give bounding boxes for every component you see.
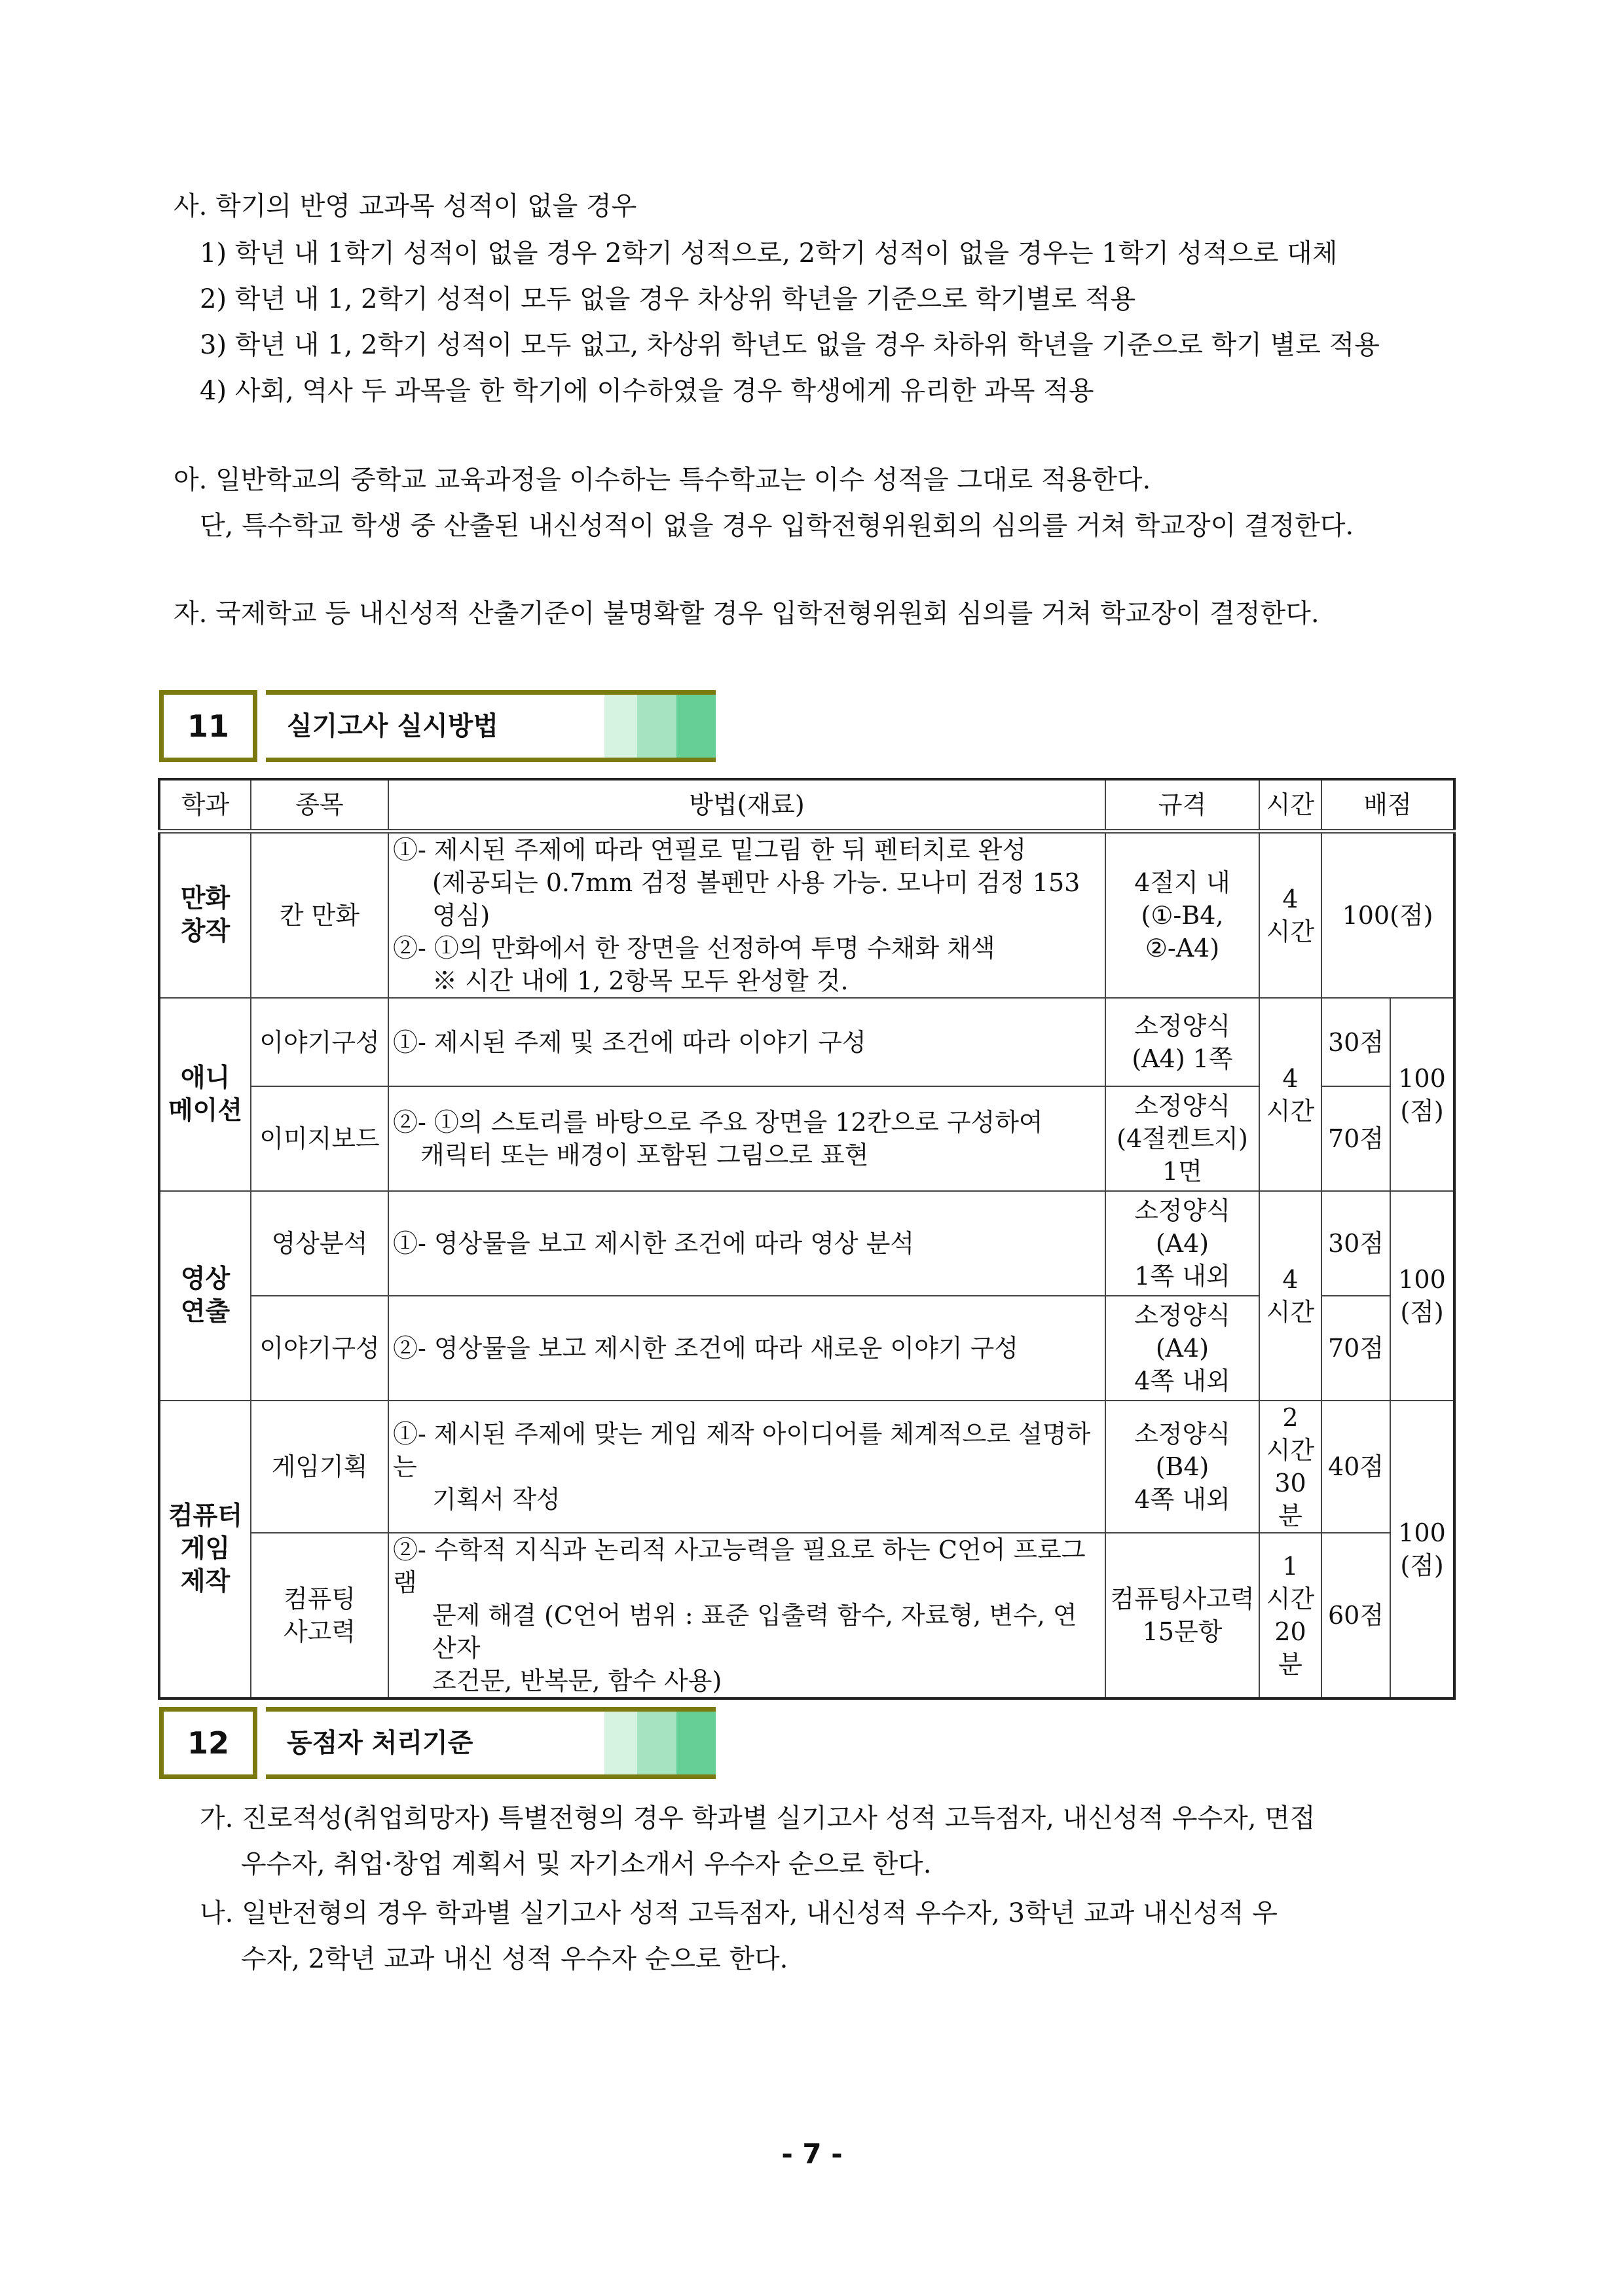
section-ja-line: 자. 국제학교 등 내신성적 산출기준이 불명확할 경우 입학전형위원회 심의를 거쳐 학교장이 결정한다. [174, 598, 1320, 629]
section-11-number: 11 [159, 690, 257, 762]
table-row [159, 1191, 1454, 1296]
method-anim-board: ②- ①의 스토리를 바탕으로 주요 장면을 12칸으로 구성하여 캐릭터 또는 배경이 포함된 그림으로 표현 [388, 1086, 1105, 1191]
score-anim-board: 70점 [1321, 1086, 1390, 1191]
heading-rule-bottom [266, 758, 716, 762]
section-12-number: 12 [159, 1707, 257, 1779]
time-video: 4 시간 [1259, 1191, 1321, 1401]
score-cartoon: 100(점) [1321, 832, 1454, 999]
heading-accent-mid [637, 1712, 676, 1774]
method-cartoon: ①- 제시된 주제에 따라 연필로 밑그림 한 뒤 펜터치로 완성 (제공되는 0.7mm 검정 볼펜만 사용 가능. 모나미 검정 153영심) ②- ①의 만화에서 한 장면을 선정하여 투명 수채화 채색 ※ 시간 내에 1, 2항목 모두 완성할 것. [388, 832, 1105, 999]
item-game-planning: 게임기획 [251, 1401, 388, 1533]
table-row [159, 998, 1454, 1086]
spec-cartoon: 4절지 내 (①-B4, ②-A4) [1105, 832, 1259, 999]
time-game-planning: 2 시간 30분 [1259, 1401, 1321, 1533]
total-game: 100 (점) [1390, 1401, 1454, 1698]
heading-accent-mid [637, 695, 676, 758]
method-video-story: ②- 영상물을 보고 제시한 조건에 따라 새로운 이야기 구성 [388, 1296, 1105, 1401]
total-animation: 100 (점) [1390, 998, 1454, 1191]
practical-exam-table [158, 778, 1456, 1700]
dept-animation: 애니 메이션 [159, 998, 251, 1191]
table-row [159, 1401, 1454, 1533]
section-sa-title: 사. 학기의 반영 교과목 성적이 없을 경우 [174, 191, 637, 221]
score-video-story: 70점 [1321, 1296, 1390, 1401]
spec-anim-story: 소정양식 (A4) 1쪽 [1105, 998, 1259, 1086]
item-anim-story: 이야기구성 [251, 998, 388, 1086]
spec-game-planning: 소정양식 (B4) 4쪽 내외 [1105, 1401, 1259, 1533]
section-11-heading [159, 690, 716, 762]
dept-video: 영상 연출 [159, 1191, 251, 1401]
total-video: 100 (점) [1390, 1191, 1454, 1401]
header-dept: 학과 [159, 779, 251, 832]
tie-ga-line1: 가. 진로적성(취업희망자) 특별전형의 경우 학과별 실기고사 성적 고득점자, 내신성적 우수자, 면접 [200, 1803, 1316, 1833]
section-12-heading [159, 1707, 716, 1779]
header-spec: 규격 [1105, 779, 1259, 832]
header-score: 배점 [1321, 779, 1454, 832]
heading-rule-top [266, 1707, 716, 1712]
sa-item-2: 2) 학년 내 1, 2학기 성적이 모두 없을 경우 차상위 학년을 기준으로 학기별로 적용 [200, 284, 1136, 314]
method-anim-story: ①- 제시된 주제 및 조건에 따라 이야기 구성 [388, 998, 1105, 1086]
score-anim-story: 30점 [1321, 998, 1390, 1086]
spec-video-analysis: 소정양식 (A4) 1쪽 내외 [1105, 1191, 1259, 1296]
table-row [159, 832, 1454, 999]
page-number: - 7 - [781, 2138, 843, 2170]
time-animation: 4 시간 [1259, 998, 1321, 1191]
time-cartoon: 4 시간 [1259, 832, 1321, 999]
tie-ga-line2: 우수자, 취업·창업 계획서 및 자기소개서 우수자 순으로 한다. [241, 1849, 932, 1879]
method-video-analysis: ①- 영상물을 보고 제시한 조건에 따라 영상 분석 [388, 1191, 1105, 1296]
header-item: 종목 [251, 779, 388, 832]
header-time: 시간 [1259, 779, 1321, 832]
tie-na-line1: 나. 일반전형의 경우 학과별 실기고사 성적 고득점자, 내신성적 우수자, 3학년 교과 내신성적 우 [200, 1898, 1278, 1928]
heading-rule-top [266, 690, 716, 695]
spec-anim-board: 소정양식 (4절켄트지) 1면 [1105, 1086, 1259, 1191]
spec-video-story: 소정양식 (A4) 4쪽 내외 [1105, 1296, 1259, 1401]
tie-na-line2: 수자, 2학년 교과 내신 성적 우수자 순으로 한다. [241, 1944, 788, 1974]
method-game-planning: ①- 제시된 주제에 맞는 게임 제작 아이디어를 체계적으로 설명하는 기획서 작성 [388, 1401, 1105, 1533]
sa-item-4: 4) 사회, 역사 두 과목을 한 학기에 이수하였을 경우 학생에게 유리한 과목 적용 [200, 376, 1094, 406]
dept-game: 컴퓨터 게임 제작 [159, 1401, 251, 1698]
time-computing: 1 시간 20분 [1259, 1533, 1321, 1698]
sa-item-1: 1) 학년 내 1학기 성적이 없을 경우 2학기 성적으로, 2학기 성적이 없을 경우는 1학기 성적으로 대체 [200, 238, 1338, 268]
heading-accent-dark [676, 1712, 716, 1774]
spec-computing: 컴퓨팅사고력 15문항 [1105, 1533, 1259, 1698]
item-computing: 컴퓨팅 사고력 [251, 1533, 388, 1698]
section-a-line1: 아. 일반학교의 중학교 교육과정을 이수하는 특수학교는 이수 성적을 그대로 적용한다. [174, 465, 1151, 495]
sa-item-3: 3) 학년 내 1, 2학기 성적이 모두 없고, 차상위 학년도 없을 경우 차하위 학년을 기준으로 학기 별로 적용 [200, 330, 1380, 360]
table-header-row [159, 779, 1454, 832]
score-game-planning: 40점 [1321, 1401, 1390, 1533]
section-11-title: 실기고사 실시방법 [287, 711, 499, 741]
section-a-line2: 단, 특수학교 학생 중 산출된 내신성적이 없을 경우 입학전형위원회의 심의를 거쳐 학교장이 결정한다. [200, 511, 1354, 541]
heading-rule-bottom [266, 1774, 716, 1779]
dept-cartoon: 만화 창작 [159, 832, 251, 999]
score-computing: 60점 [1321, 1533, 1390, 1698]
section-12-title: 동점자 처리기준 [287, 1728, 473, 1758]
heading-accent-dark [676, 695, 716, 758]
table-row [159, 1533, 1454, 1698]
item-video-story: 이야기구성 [251, 1296, 388, 1401]
header-method: 방법(재료) [388, 779, 1105, 832]
score-video-analysis: 30점 [1321, 1191, 1390, 1296]
item-cartoon: 칸 만화 [251, 832, 388, 999]
heading-accent-light [604, 1712, 637, 1774]
method-computing: ②- 수학적 지식과 논리적 사고능력을 필요로 하는 C언어 프로그램 문제 해결 (C언어 범위 : 표준 입출력 함수, 자료형, 변수, 연산자 조건문, 반복문, 함수 사용) [388, 1533, 1105, 1698]
item-video-analysis: 영상분석 [251, 1191, 388, 1296]
item-anim-board: 이미지보드 [251, 1086, 388, 1191]
heading-accent-light [604, 695, 637, 758]
